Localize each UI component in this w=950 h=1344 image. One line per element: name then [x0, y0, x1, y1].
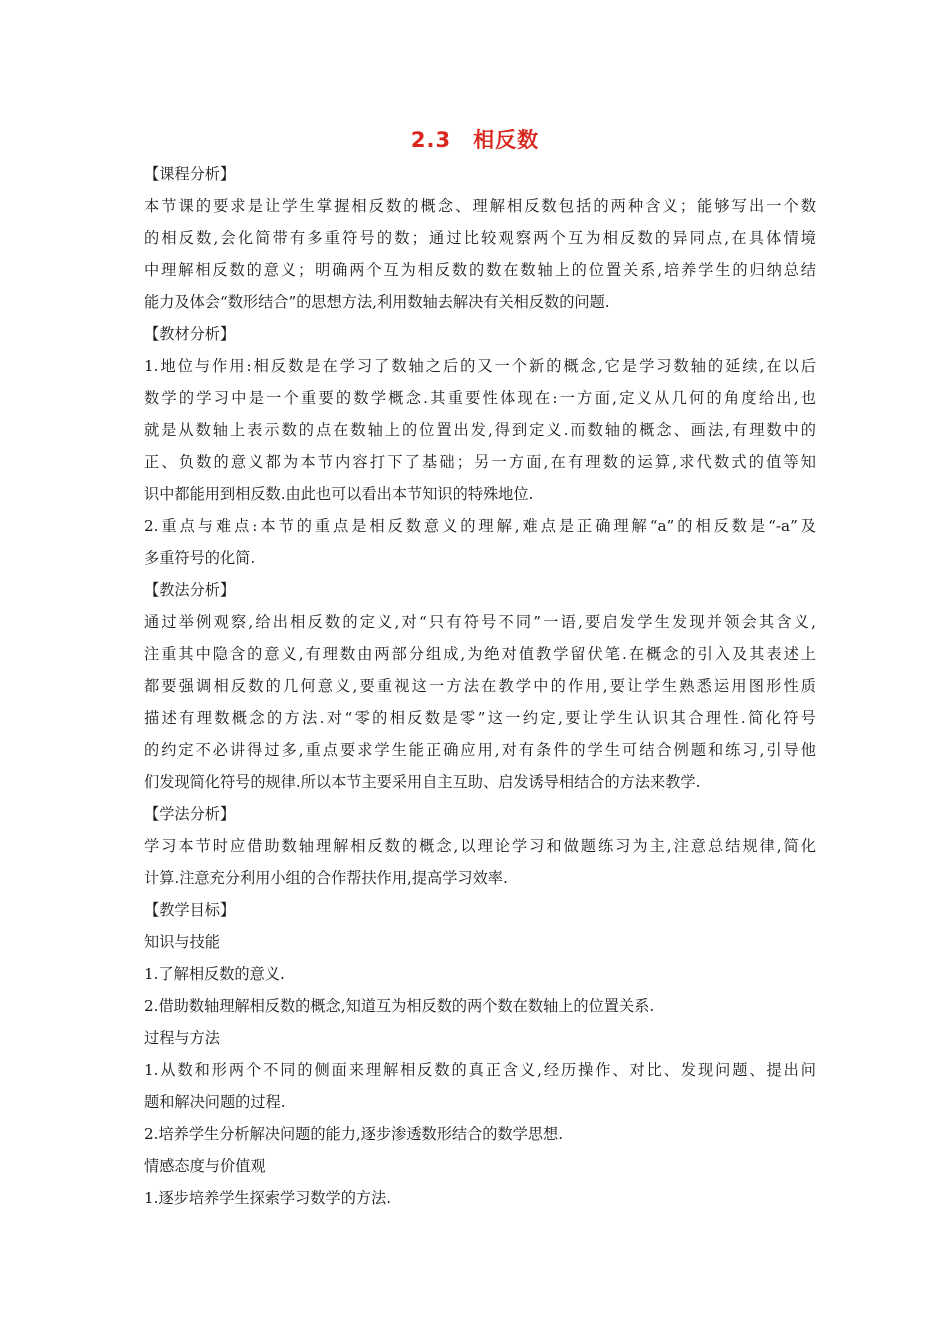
paragraph-line: 1.从数和形两个不同的侧面来理解相反数的真正含义,经历操作、对比、发现问题、提出问 [144, 1061, 816, 1079]
paragraph-line: 学习本节时应借助数轴理解相反数的概念,以理论学习和做题练习为主,注意总结规律,简化 [144, 837, 816, 855]
paragraph-line: 计算.注意充分利用小组的合作帮扶作用,提高学习效率. [144, 869, 508, 887]
paragraph-line: 的相反数,会化简带有多重符号的数；通过比较观察两个互为相反数的异同点,在具体情境 [144, 229, 816, 247]
section-heading-textbook-analysis: 【教材分析】 [144, 325, 236, 343]
paragraph-line: 数学的学习中是一个重要的数学概念.其重要性体现在:一方面,定义从几何的角度给出,也 [144, 389, 816, 407]
paragraph-line: 们发现简化符号的规律.所以本节主要采用自主互助、启发诱导相结合的方法来教学. [144, 773, 701, 791]
paragraph-line: 都要强调相反数的几何意义,要重视这一方法在教学中的作用,要让学生熟悉运用图形性质 [144, 677, 816, 695]
document-body [144, 158, 816, 1214]
paragraph-line: 描述有理数概念的方法.对“零的相反数是零”这一约定,要让学生认识其合理性.简化符号 [144, 709, 816, 727]
paragraph-line: 能力及体会“数形结合”的思想方法,利用数轴去解决有关相反数的问题. [144, 293, 610, 311]
paragraph-line: 通过举例观察,给出相反数的定义,对“只有符号不同”一语,要启发学生发现并领会其含义, [144, 613, 816, 631]
paragraph-line: 1.了解相反数的意义. [144, 965, 285, 983]
paragraph-line: 1.逐步培养学生探索学习数学的方法. [144, 1189, 392, 1207]
paragraph-line: 中理解相反数的意义；明确两个互为相反数的数在数轴上的位置关系,培养学生的归纳总结 [144, 261, 816, 279]
paragraph-line: 本节课的要求是让学生掌握相反数的概念、理解相反数包括的两种含义；能够写出一个数 [144, 197, 816, 215]
subheading-knowledge-skills: 知识与技能 [144, 933, 220, 951]
paragraph-line: 2.重点与难点:本节的重点是相反数意义的理解,难点是正确理解“a”的相反数是“-a”及 [144, 517, 816, 535]
subheading-attitude-values: 情感态度与价值观 [144, 1157, 266, 1175]
paragraph-line: 注重其中隐含的意义,有理数由两部分组成,为绝对值教学留伏笔.在概念的引入及其表述上 [144, 645, 816, 663]
paragraph-line: 2.培养学生分析解决问题的能力,逐步渗透数形结合的数学思想. [144, 1125, 564, 1143]
document-title: 2.3 相反数 [410, 128, 540, 152]
paragraph-line: 识中都能用到相反数.由此也可以看出本节知识的特殊地位. [144, 485, 534, 503]
paragraph-line: 的约定不必讲得过多,重点要求学生能正确应用,对有条件的学生可结合例题和练习,引导他 [144, 741, 816, 759]
paragraph-line: 2.借助数轴理解相反数的概念,知道互为相反数的两个数在数轴上的位置关系. [144, 997, 655, 1015]
section-heading-teaching-goals: 【教学目标】 [144, 901, 236, 919]
section-heading-course-analysis: 【课程分析】 [144, 165, 236, 183]
section-heading-learning-method: 【学法分析】 [144, 805, 236, 823]
section-heading-teaching-method: 【教法分析】 [144, 581, 236, 599]
paragraph-line: 正、负数的意义都为本节内容打下了基础；另一方面,在有理数的运算,求代数式的值等知 [144, 453, 816, 471]
paragraph-line: 题和解决问题的过程. [144, 1093, 286, 1111]
paragraph-line: 1.地位与作用:相反数是在学习了数轴之后的又一个新的概念,它是学习数轴的延续,在以后 [144, 357, 816, 375]
paragraph-line: 就是从数轴上表示数的点在数轴上的位置出发,得到定义.而数轴的概念、画法,有理数中的 [144, 421, 816, 439]
paragraph-line: 多重符号的化简. [144, 549, 256, 567]
subheading-process-method: 过程与方法 [144, 1029, 220, 1047]
